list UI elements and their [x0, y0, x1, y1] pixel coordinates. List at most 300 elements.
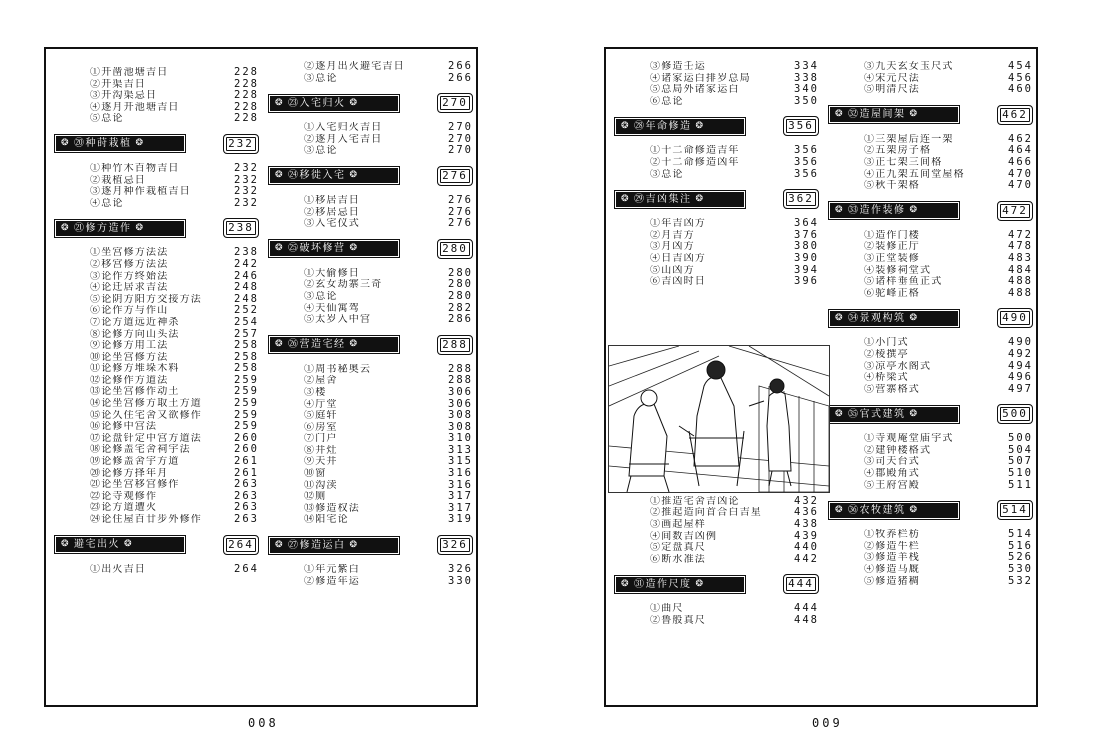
toc-entry[interactable] [268, 195, 473, 207]
entry-page: 259 [234, 408, 259, 421]
section-header[interactable] [828, 104, 1033, 126]
entry-page: 258 [234, 350, 259, 363]
section-title: ㉙吉凶集注 [634, 193, 692, 205]
section-title: ㉘年命修造 [634, 120, 692, 132]
ornament-icon: ❂ [275, 170, 285, 181]
left-page [44, 47, 478, 707]
toc-entry[interactable] [268, 291, 473, 303]
entry-title: ①曲尺 [650, 603, 684, 615]
entry-page: 232 [234, 173, 259, 186]
entry-title: ①推造宅舍吉凶论 [650, 495, 740, 507]
section-label [268, 335, 400, 354]
toc-entry[interactable] [268, 468, 473, 480]
toc-entry[interactable] [828, 145, 1033, 157]
entry-page: 270 [448, 121, 473, 134]
section-label [828, 105, 960, 124]
toc-entry[interactable] [268, 491, 473, 503]
entry-page: 356 [794, 167, 819, 180]
entry-page: 478 [1008, 240, 1033, 253]
section-header[interactable] [268, 92, 473, 114]
section-label [268, 166, 400, 185]
entry-page: 242 [234, 257, 259, 270]
entry-page: 288 [448, 362, 473, 375]
entry-title: ②开渠吉日 [90, 78, 146, 90]
section-page-box: 472 [997, 201, 1033, 221]
entry-page: 310 [448, 432, 473, 445]
toc-entry[interactable] [828, 445, 1033, 457]
entry-page: 260 [234, 431, 259, 444]
woodcut-illustration [608, 345, 830, 493]
toc-entry[interactable] [828, 456, 1033, 468]
toc-entry[interactable] [614, 253, 819, 265]
toc-entry[interactable] [54, 282, 259, 294]
entry-page: 317 [448, 490, 473, 503]
toc-entry[interactable] [828, 253, 1033, 265]
toc-entry[interactable] [268, 456, 473, 468]
toc-entry[interactable] [268, 207, 473, 219]
entry-page: 276 [448, 193, 473, 206]
page-number-right: 009 [812, 716, 843, 730]
entry-page: 252 [234, 304, 259, 317]
entry-title: ②移居忌日 [304, 206, 360, 218]
toc-entry[interactable] [54, 305, 259, 317]
toc-entry[interactable] [828, 552, 1033, 564]
entry-title: ②屋舍 [304, 375, 338, 387]
toc-entry[interactable] [614, 542, 819, 554]
section-header[interactable] [268, 534, 473, 556]
section-title: ㉔移徙入宅 [288, 170, 346, 182]
toc-entry[interactable] [54, 363, 259, 375]
toc-entry[interactable] [54, 186, 259, 198]
toc-entry[interactable] [54, 564, 259, 576]
toc-entry[interactable] [614, 554, 819, 566]
toc-entry[interactable] [828, 276, 1033, 288]
entry-page: 276 [448, 217, 473, 230]
entry-page: 266 [448, 60, 473, 72]
entry-page: 511 [1008, 478, 1033, 491]
section-label [828, 309, 960, 328]
entry-title: ②月吉方 [650, 229, 695, 241]
entry-title: ①寺观庵堂庙宇式 [864, 433, 954, 445]
section-label [614, 190, 746, 209]
toc-entry[interactable] [54, 479, 259, 491]
entry-group [828, 134, 1033, 192]
toc-entry[interactable] [54, 294, 259, 306]
entry-title: ②栽植忌日 [90, 174, 146, 186]
section-header[interactable] [54, 217, 259, 239]
toc-entry[interactable] [828, 361, 1033, 373]
toc-entry[interactable] [268, 279, 473, 291]
entry-page: 306 [448, 397, 473, 410]
toc-entry[interactable] [828, 337, 1033, 349]
toc-entry[interactable] [828, 576, 1033, 588]
toc-entry[interactable] [54, 329, 259, 341]
section-label [54, 134, 186, 153]
entry-title: ⑤庭轩 [304, 410, 338, 422]
ornament-icon: ❂ [349, 170, 359, 181]
entry-title: ③修造壬运 [650, 61, 706, 72]
entry-page: 338 [794, 71, 819, 84]
entry-group [268, 61, 473, 84]
toc-entry[interactable] [614, 230, 819, 242]
toc-entry[interactable] [268, 422, 473, 434]
entry-title: ③画起屋样 [650, 518, 706, 530]
entry-page: 396 [794, 275, 819, 288]
entry-title: ⑨论修方用工法 [90, 340, 169, 352]
toc-entry[interactable] [614, 157, 819, 169]
entry-page: 470 [1008, 179, 1033, 192]
section-label [614, 575, 746, 594]
entry-page: 264 [234, 562, 259, 575]
toc-entry[interactable] [54, 102, 259, 114]
toc-entry[interactable] [54, 352, 259, 364]
toc-entry[interactable] [268, 218, 473, 230]
entry-page: 228 [234, 100, 259, 113]
ornament-icon: ❂ [621, 193, 631, 204]
ornament-icon: ❂ [135, 138, 145, 149]
toc-entry[interactable] [54, 491, 259, 503]
ornament-icon: ❂ [909, 504, 919, 515]
toc-column-2 [268, 61, 473, 587]
entry-page: 232 [234, 196, 259, 209]
section-label [268, 239, 400, 258]
entry-group [268, 195, 473, 230]
entry-page: 439 [794, 529, 819, 542]
toc-entry[interactable] [828, 288, 1033, 300]
toc-entry[interactable] [268, 564, 473, 576]
toc-entry[interactable] [828, 349, 1033, 361]
section-header[interactable] [614, 573, 819, 595]
entry-page: 483 [1008, 251, 1033, 264]
toc-entry[interactable] [828, 433, 1033, 445]
toc-entry[interactable] [828, 564, 1033, 576]
toc-entry[interactable] [614, 169, 819, 181]
entry-title: ②十二命修造凶年 [650, 156, 740, 168]
toc-entry[interactable] [828, 265, 1033, 277]
toc-entry[interactable] [614, 265, 819, 277]
section-title: ㊱农牧建筑 [848, 504, 906, 516]
toc-entry[interactable] [54, 317, 259, 329]
toc-entry[interactable] [268, 514, 473, 526]
toc-entry[interactable] [828, 529, 1033, 541]
entry-page: 308 [448, 409, 473, 422]
entry-title: ⑮论久住宅舍又欲修作 [90, 409, 202, 421]
toc-entry[interactable] [268, 503, 473, 515]
ornament-icon: ❂ [61, 222, 71, 233]
toc-entry[interactable] [54, 259, 259, 271]
entry-title: ①开凿池塘吉日 [90, 67, 169, 78]
entry-page: 280 [448, 266, 473, 279]
section-page-box: 490 [997, 308, 1033, 328]
toc-entry[interactable] [614, 615, 819, 627]
entry-title: ⑲论修盖舍宇方道 [90, 456, 180, 468]
entry-page: 228 [234, 112, 259, 125]
entry-page: 516 [1008, 539, 1033, 552]
entry-group [828, 61, 1033, 96]
section-header[interactable] [828, 200, 1033, 222]
ornament-icon: ❂ [349, 97, 359, 108]
entry-title: ⑥吉凶时日 [650, 276, 706, 288]
entry-title: ⑤营寨格式 [864, 383, 920, 395]
section-title: ㉑修方造作 [74, 222, 132, 234]
toc-entry[interactable] [54, 113, 259, 125]
entry-page: 316 [448, 467, 473, 480]
toc-entry[interactable] [828, 241, 1033, 253]
entry-page: 470 [1008, 167, 1033, 180]
toc-entry[interactable] [828, 180, 1033, 192]
entry-title: ①十二命修造吉年 [650, 145, 740, 157]
toc-entry[interactable] [54, 340, 259, 352]
entry-page: 532 [1008, 574, 1033, 587]
entry-group [614, 61, 819, 107]
entry-title: ①小门式 [864, 337, 909, 349]
entry-title: ②玄女劫寨三奇 [304, 279, 383, 291]
section-page-box: 238 [223, 218, 259, 238]
toc-entry[interactable] [828, 230, 1033, 242]
ornament-icon: ❂ [695, 578, 705, 589]
entry-title: ④桥梁式 [864, 372, 909, 384]
entry-title: ⑤总论 [90, 113, 124, 125]
section-page-box: 270 [437, 93, 473, 113]
section-header[interactable] [828, 307, 1033, 329]
entry-title: ④修造马厩 [864, 564, 920, 576]
toc-entry[interactable] [54, 90, 259, 102]
toc-entry[interactable] [828, 73, 1033, 85]
entry-page: 248 [234, 281, 259, 294]
toc-entry[interactable] [828, 169, 1033, 181]
toc-entry[interactable] [268, 145, 473, 157]
entry-title: ③正堂装修 [864, 252, 920, 264]
toc-entry[interactable] [614, 507, 819, 519]
toc-entry[interactable] [614, 531, 819, 543]
entry-page: 286 [448, 313, 473, 326]
ornament-icon: ❂ [909, 109, 919, 120]
section-title: ㉝造作装修 [848, 205, 906, 217]
entry-page: 263 [234, 478, 259, 491]
entry-title: ③总论 [650, 168, 684, 180]
toc-entry[interactable] [828, 384, 1033, 396]
entry-page: 280 [448, 278, 473, 291]
entry-page: 340 [794, 83, 819, 96]
ornament-icon: ❂ [275, 339, 285, 350]
entry-title: ⑤王府宫殿 [864, 479, 920, 491]
toc-entry[interactable] [54, 163, 259, 175]
entry-page: 260 [234, 443, 259, 456]
toc-entry[interactable] [614, 218, 819, 230]
entry-page: 530 [1008, 563, 1033, 576]
toc-entry[interactable] [268, 314, 473, 326]
entry-page: 496 [1008, 371, 1033, 384]
entry-page: 228 [234, 66, 259, 78]
toc-entry[interactable] [54, 398, 259, 410]
entry-title: ①年吉凶方 [650, 218, 706, 230]
toc-entry[interactable] [828, 468, 1033, 480]
entry-group [614, 145, 819, 180]
toc-entry[interactable] [54, 444, 259, 456]
toc-entry[interactable] [614, 603, 819, 615]
toc-entry[interactable] [268, 268, 473, 280]
section-page-box: 500 [997, 404, 1033, 424]
toc-entry[interactable] [54, 456, 259, 468]
toc-entry[interactable] [268, 387, 473, 399]
section-label [268, 94, 400, 113]
section-header[interactable] [828, 499, 1033, 521]
section-label [614, 117, 746, 136]
entry-title: ⑩论坐宫修方法 [90, 351, 169, 363]
toc-entry[interactable] [268, 480, 473, 492]
toc-entry[interactable] [828, 372, 1033, 384]
section-header[interactable] [54, 534, 259, 556]
toc-entry[interactable] [828, 61, 1033, 73]
entry-group [614, 603, 819, 626]
entry-group [828, 529, 1033, 587]
toc-entry[interactable] [268, 445, 473, 457]
toc-entry[interactable] [268, 122, 473, 134]
entry-title: ⑯论修中宫法 [90, 421, 158, 433]
section-label [828, 501, 960, 520]
toc-entry[interactable] [614, 519, 819, 531]
ornament-icon: ❂ [835, 408, 845, 419]
toc-entry[interactable] [614, 145, 819, 157]
entry-title: ⑥论作方与作山 [90, 305, 169, 317]
entry-title: ③逐月种作栽植吉日 [90, 186, 191, 198]
toc-entry[interactable] [828, 84, 1033, 96]
entry-page: 507 [1008, 455, 1033, 468]
entry-group [268, 364, 473, 526]
toc-entry[interactable] [54, 271, 259, 283]
section-header[interactable] [268, 165, 473, 187]
entry-title: ③司天台式 [864, 456, 920, 468]
toc-entry[interactable] [268, 375, 473, 387]
toc-entry[interactable] [54, 175, 259, 187]
toc-entry[interactable] [54, 67, 259, 79]
entry-title: ⑤秋千架格 [864, 180, 920, 192]
entry-group [268, 564, 473, 587]
entry-page: 394 [794, 263, 819, 276]
toc-entry[interactable] [268, 576, 473, 588]
section-page-box: 326 [437, 535, 473, 555]
entry-title: ④装修祠堂式 [864, 264, 932, 276]
ornament-icon: ❂ [349, 339, 359, 350]
toc-column-4 [828, 61, 1033, 587]
entry-page: 319 [448, 513, 473, 526]
toc-entry[interactable] [614, 241, 819, 253]
entry-group [828, 433, 1033, 491]
toc-entry[interactable] [614, 61, 819, 73]
ornament-icon: ❂ [695, 120, 705, 131]
toc-entry[interactable] [54, 410, 259, 422]
toc-entry[interactable] [828, 157, 1033, 169]
toc-entry[interactable] [614, 496, 819, 508]
toc-entry[interactable] [268, 73, 473, 85]
section-label [54, 219, 186, 238]
toc-entry[interactable] [54, 247, 259, 259]
entry-page: 276 [448, 205, 473, 218]
toc-entry[interactable] [828, 541, 1033, 553]
toc-entry[interactable] [268, 433, 473, 445]
entry-title: ⑦门户 [304, 433, 338, 445]
toc-entry[interactable] [54, 468, 259, 480]
right-page [604, 47, 1038, 707]
toc-entry[interactable] [268, 134, 473, 146]
entry-page: 266 [448, 71, 473, 84]
entry-title: ㉑论坐宫移宫修作 [90, 479, 180, 491]
entry-page: 356 [794, 155, 819, 168]
entry-title: ①种竹木百物吉日 [90, 162, 180, 174]
entry-page: 308 [448, 420, 473, 433]
section-label [268, 536, 400, 555]
ornament-icon: ❂ [835, 504, 845, 515]
toc-entry[interactable] [614, 276, 819, 288]
entry-page: 280 [448, 289, 473, 302]
toc-entry[interactable] [268, 364, 473, 376]
entry-title: ①入宅归火吉日 [304, 122, 383, 134]
entry-page: 258 [234, 339, 259, 352]
toc-entry[interactable] [828, 480, 1033, 492]
section-title: ㉟官式建筑 [848, 408, 906, 420]
section-header[interactable] [268, 238, 473, 260]
entry-page: 484 [1008, 263, 1033, 276]
toc-entry[interactable] [54, 433, 259, 445]
toc-entry[interactable] [54, 421, 259, 433]
toc-entry[interactable] [614, 84, 819, 96]
section-header[interactable] [614, 115, 819, 137]
toc-entry[interactable] [614, 96, 819, 108]
entry-group [614, 496, 819, 566]
toc-column-3 [614, 61, 819, 626]
section-title: ㉖营造宅经 [288, 339, 346, 351]
toc-entry[interactable] [828, 134, 1033, 146]
toc-entry[interactable] [54, 502, 259, 514]
section-header[interactable] [54, 133, 259, 155]
entry-title: ⑭论坐宫修方取土方道 [90, 398, 202, 410]
entry-title: ①坐宫修方法法 [90, 247, 169, 259]
toc-entry[interactable] [54, 198, 259, 210]
toc-entry[interactable] [614, 73, 819, 85]
section-title: ㉞景观构筑 [848, 312, 906, 324]
illustration-figures [609, 346, 829, 492]
entry-title: ⑤修造猪稠 [864, 575, 920, 587]
toc-entry[interactable] [268, 410, 473, 422]
entry-title: ③凉亭水阁式 [864, 360, 932, 372]
toc-entry[interactable] [268, 303, 473, 315]
section-header[interactable] [614, 188, 819, 210]
toc-entry[interactable] [54, 386, 259, 398]
entry-page: 488 [1008, 275, 1033, 288]
toc-entry[interactable] [54, 79, 259, 91]
toc-entry[interactable] [268, 399, 473, 411]
entry-title: ⑫论修作方道法 [90, 374, 169, 386]
entry-page: 238 [234, 246, 259, 259]
section-title: 避宅出火 [74, 539, 121, 551]
entry-page: 364 [794, 217, 819, 230]
entry-page: 356 [794, 144, 819, 157]
toc-entry[interactable] [54, 375, 259, 387]
entry-title: ②五架房子格 [864, 145, 932, 157]
entry-title: ②建钟楼格式 [864, 444, 932, 456]
ornament-icon: ❂ [835, 312, 845, 323]
entry-page: 232 [234, 185, 259, 198]
section-label [828, 201, 960, 220]
entry-title: ⑫厕 [304, 491, 327, 503]
entry-title: ①三架屋后连一架 [864, 133, 954, 145]
section-header[interactable] [828, 403, 1033, 425]
entry-title: ⑰论盘针定中宫方道法 [90, 432, 202, 444]
section-header[interactable] [268, 334, 473, 356]
toc-entry[interactable] [268, 61, 473, 73]
entry-page: 257 [234, 327, 259, 340]
toc-entry[interactable] [54, 514, 259, 526]
